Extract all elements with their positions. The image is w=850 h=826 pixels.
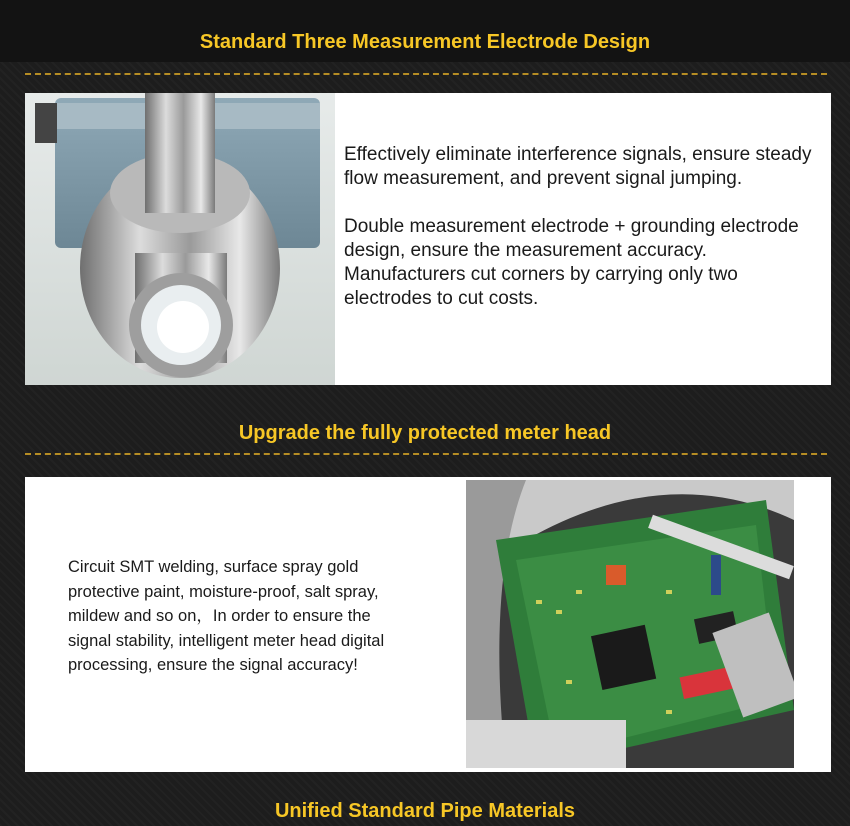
section1-panel [25,93,831,385]
section1-title: Standard Three Measurement Electrode Design [199,31,651,53]
section1-paragraph1: Effectively eliminate interference signals, ensure steady flow measurement, and prevent signal jumping. [344,144,812,189]
meter-head-photo [466,480,794,768]
section1-text [344,143,824,311]
section3-title: Unified Standard Pipe Materials [274,800,576,822]
section1-divider [25,73,827,75]
section2-title: Upgrade the fully protected meter head [238,422,612,444]
circuit-board-image [466,480,794,768]
electrode-photo [25,93,335,385]
section2-text [68,555,418,678]
section2-paragraph: Circuit SMT welding, surface spray gold protective paint, moisture-proof, salt spray, mildew and so on，In order to ensure the signal stability, intelligent meter head digital processing, ensure the signal accuracy! [68,558,385,674]
electrode-image [25,93,335,385]
section2-divider [25,453,827,455]
section2-panel [25,477,831,772]
section1-paragraph2: Double measurement electrode + grounding electrode design, ensure the measurement accuracy. Manufacturers cut corners by carrying only two electrodes to cut costs. [344,216,799,309]
